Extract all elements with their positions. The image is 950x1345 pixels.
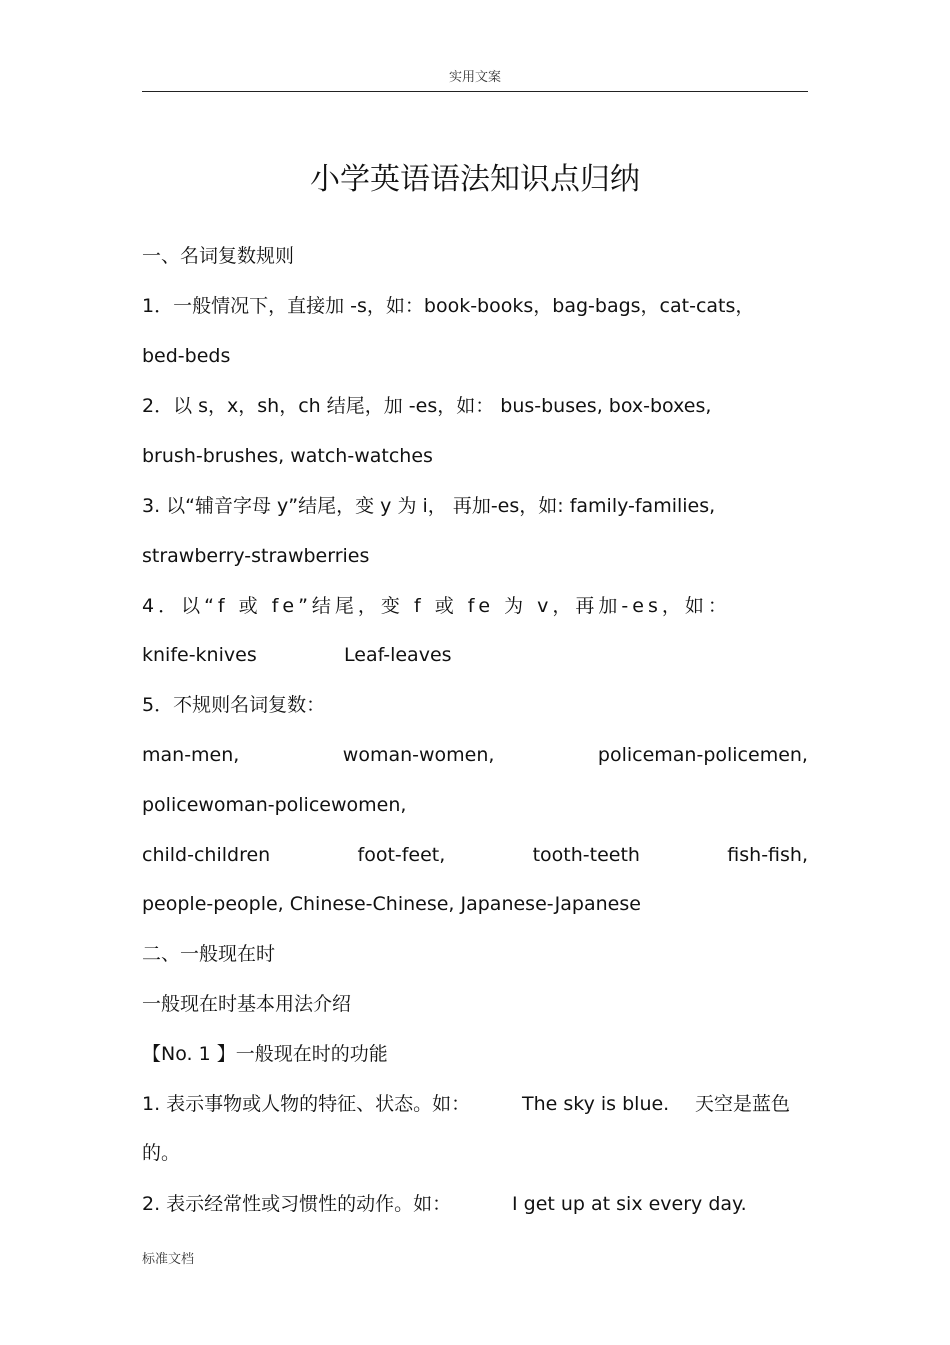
- function-1-line-1: [142, 1092, 808, 1116]
- example-knife: knife-knives: [142, 644, 257, 666]
- header-rule: [142, 91, 808, 92]
- simple-present-intro: 一般现在时基本用法介绍: [142, 993, 352, 1015]
- example-fish: fish-fish,: [727, 844, 808, 866]
- example-woman: woman-women,: [342, 744, 495, 766]
- example-policewoman: policewoman-policewomen,: [142, 794, 407, 816]
- rule-4-examples: [142, 643, 808, 667]
- rule-2-line-2: brush-brushes, watch-watches: [142, 445, 433, 467]
- example-foot: foot-feet,: [357, 844, 446, 866]
- section-heading-noun-plurals: 一、名词复数规则: [142, 245, 295, 267]
- irregular-plurals-row-3: people-people, Chinese-Chinese, Japanese-Japanese: [142, 893, 641, 915]
- rule-1-line-1: 1．一般情况下，直接加 -s，如：book-books，bag-bags，cat-cats，: [142, 295, 755, 317]
- rule-1-line-2: bed-beds: [142, 345, 231, 367]
- function-1-line-2: 的。: [142, 1142, 181, 1164]
- rule-3-line-2: strawberry-strawberries: [142, 545, 370, 567]
- example-policeman: policeman-policemen,: [597, 744, 808, 766]
- irregular-plurals-row-1: [142, 743, 808, 767]
- example-leaf: Leaf-leaves: [344, 644, 452, 666]
- page-footer: 标准文档: [142, 1252, 195, 1267]
- function-2-text: 2. 表示经常性或习惯性的动作。如：: [142, 1193, 452, 1215]
- function-1-example: The sky is blue.: [522, 1093, 670, 1115]
- function-2-line-1: [142, 1192, 808, 1216]
- document-title: 小学英语语法知识点归纳: [310, 162, 640, 197]
- example-child: child-children: [142, 844, 271, 866]
- rule-3-line-1: 3. 以“辅音字母 y”结尾，变 y 为 i， 再加-es，如: family-families,: [142, 495, 716, 517]
- page-header: 实用文案: [448, 70, 501, 85]
- section-heading-simple-present: 二、一般现在时: [142, 943, 276, 965]
- function-1-translation: 天空是蓝色: [695, 1093, 791, 1115]
- rule-4-line-1: 4．以“f 或 fe”结尾，变 f 或 fe 为 v，再加-es，如：: [142, 595, 731, 617]
- no1-heading: 【No. 1 】一般现在时的功能: [142, 1043, 388, 1065]
- rule-2-line-1: 2．以 s，x，sh，ch 结尾，加 -es，如： bus-buses, box-boxes,: [142, 395, 712, 417]
- function-1-text: 1. 表示事物或人物的特征、状态。如：: [142, 1093, 471, 1115]
- example-tooth: tooth-teeth: [532, 844, 640, 866]
- function-2-example: I get up at six every day.: [512, 1193, 747, 1215]
- example-man: man-men,: [142, 744, 240, 766]
- rule-5-heading: 5．不规则名词复数：: [142, 694, 326, 716]
- irregular-plurals-row-2: [142, 843, 808, 867]
